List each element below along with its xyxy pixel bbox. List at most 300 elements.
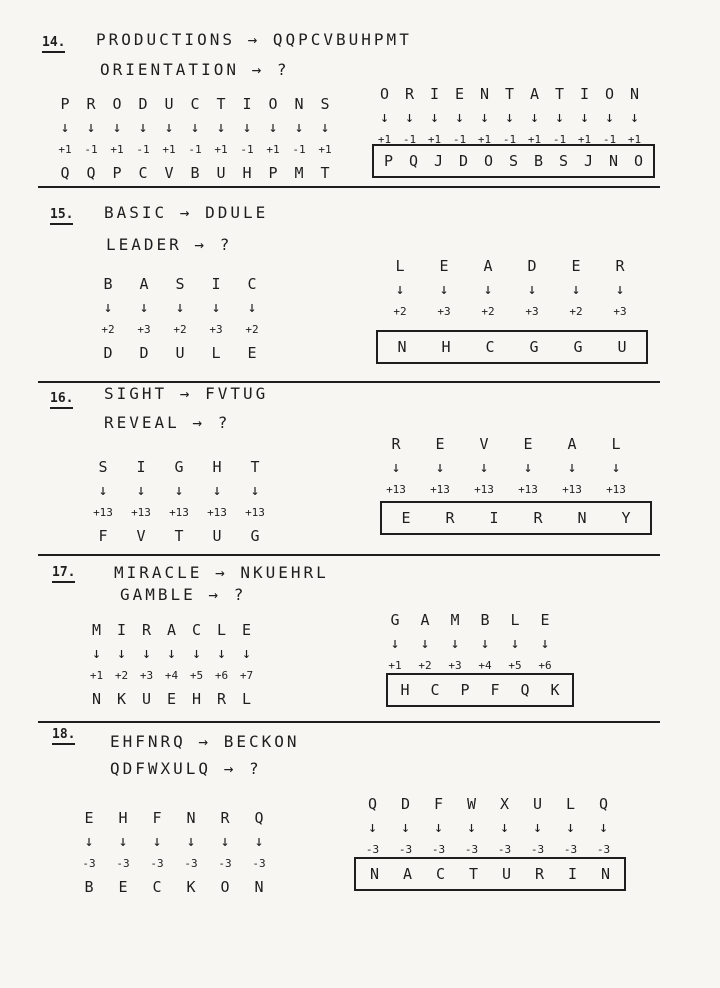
shift-value: +1 (527, 133, 542, 146)
source-letter: H (118, 808, 128, 827)
divider (38, 721, 660, 723)
down-arrow-icon: ↓ (504, 107, 515, 126)
answer-letter: K (550, 681, 560, 699)
down-arrow-icon: ↓ (164, 117, 174, 136)
solution-grid (356, 792, 620, 861)
answer-letter: A (402, 865, 413, 883)
down-arrow-icon: ↓ (84, 831, 94, 850)
shift-row (52, 138, 338, 161)
letters-row (372, 82, 647, 105)
answer-letter: C (430, 681, 440, 699)
letters-row (84, 455, 274, 478)
source-letter: G (174, 457, 184, 476)
shift-value: +13 (93, 506, 113, 519)
result-letter: U (212, 526, 222, 545)
arrows-row (84, 478, 274, 501)
answer-box (372, 144, 655, 178)
shift-value: -1 (188, 143, 202, 156)
puzzle-question: GAMBLE → ? (120, 585, 247, 604)
shift-value: +1 (427, 133, 442, 146)
shift-value: +3 (137, 323, 151, 336)
source-letter: A (529, 84, 540, 103)
source-letter: E (439, 256, 449, 275)
arrows-row (84, 641, 259, 664)
source-letter: W (466, 794, 477, 813)
down-arrow-icon: ↓ (294, 117, 304, 136)
answer-letter: Q (520, 681, 530, 699)
down-arrow-icon: ↓ (420, 633, 430, 652)
answer-letter: O (633, 152, 644, 170)
down-arrow-icon: ↓ (567, 457, 577, 476)
arrows-row (52, 115, 338, 138)
result-letter: K (186, 877, 196, 896)
answer-letter: Q (408, 152, 419, 170)
source-letter: C (190, 94, 200, 113)
shift-value: +3 (613, 305, 627, 318)
source-letter: N (479, 84, 490, 103)
source-letter: A (420, 610, 430, 629)
shift-value: -1 (292, 143, 306, 156)
divider (38, 381, 660, 383)
source-letter: Q (367, 794, 378, 813)
shift-value: +13 (430, 483, 450, 496)
answer-box (354, 857, 626, 891)
result-letter: O (220, 877, 230, 896)
down-arrow-icon: ↓ (390, 633, 400, 652)
source-letter: B (480, 610, 490, 629)
source-letter: D (138, 94, 148, 113)
answer-box (386, 673, 574, 707)
source-letter: I (116, 620, 127, 639)
shift-value: -1 (502, 133, 517, 146)
result-letter: P (112, 163, 122, 182)
result-letter: C (138, 163, 148, 182)
result-letter: T (320, 163, 330, 182)
source-letter: R (391, 434, 401, 453)
shift-value: +6 (214, 669, 229, 682)
down-arrow-icon: ↓ (510, 633, 520, 652)
shift-value: +6 (538, 659, 552, 672)
puzzle-example: EHFNRQ → BECKON (110, 732, 300, 751)
down-arrow-icon: ↓ (118, 831, 128, 850)
arrows-row (72, 829, 276, 852)
shift-value: +2 (418, 659, 432, 672)
result-letter: B (84, 877, 94, 896)
shift-value: +3 (437, 305, 451, 318)
answer-box (376, 330, 648, 364)
source-letter: O (604, 84, 615, 103)
down-arrow-icon: ↓ (379, 107, 390, 126)
result-letter: D (139, 343, 149, 362)
result-letter: G (250, 526, 260, 545)
answer-letter: R (534, 865, 545, 883)
answer-letter: F (490, 681, 500, 699)
result-letter: V (136, 526, 146, 545)
puzzle-example: PRODUCTIONS → QQPCVBUHPMT (96, 30, 412, 49)
shift-value: +1 (110, 143, 124, 156)
shift-value: +1 (577, 133, 592, 146)
shift-value: +1 (627, 133, 642, 146)
down-arrow-icon: ↓ (242, 117, 252, 136)
down-arrow-icon: ↓ (116, 643, 127, 662)
down-arrow-icon: ↓ (571, 279, 581, 298)
source-letter: A (567, 434, 577, 453)
source-letter: H (212, 457, 222, 476)
arrows-row (90, 295, 270, 318)
answer-letter: U (617, 338, 627, 356)
source-letter: X (499, 794, 510, 813)
answer-letter: I (567, 865, 578, 883)
shift-value: +13 (474, 483, 494, 496)
shift-value: +13 (386, 483, 406, 496)
divider (38, 554, 660, 556)
source-letter: S (175, 274, 185, 293)
puzzle-question: REVEAL → ? (104, 413, 231, 432)
result-row (72, 875, 276, 898)
source-letter: R (615, 256, 625, 275)
source-letter: M (91, 620, 102, 639)
shift-row (378, 300, 642, 323)
down-arrow-icon: ↓ (439, 279, 449, 298)
answer-letter: S (508, 152, 519, 170)
result-row (84, 524, 274, 547)
result-row (84, 687, 259, 710)
shift-value: -1 (602, 133, 617, 146)
source-letter: T (504, 84, 515, 103)
down-arrow-icon: ↓ (529, 107, 540, 126)
source-letter: L (611, 434, 621, 453)
down-arrow-icon: ↓ (604, 107, 615, 126)
result-letter: N (254, 877, 264, 896)
puzzle-number: 16. (50, 392, 73, 409)
shift-value: -3 (218, 857, 232, 870)
source-letter: R (141, 620, 152, 639)
down-arrow-icon: ↓ (395, 279, 405, 298)
down-arrow-icon: ↓ (138, 117, 148, 136)
shift-value: -1 (84, 143, 98, 156)
down-arrow-icon: ↓ (112, 117, 122, 136)
source-letter: E (241, 620, 252, 639)
worked-example-grid (84, 618, 259, 710)
shift-value: +13 (169, 506, 189, 519)
down-arrow-icon: ↓ (141, 643, 152, 662)
shift-value: +1 (214, 143, 228, 156)
arrows-row (372, 105, 647, 128)
down-arrow-icon: ↓ (479, 457, 489, 476)
result-letter: U (175, 343, 185, 362)
answer-letter: G (573, 338, 583, 356)
result-row (52, 161, 338, 184)
answer-letter: I (489, 509, 499, 527)
result-letter: F (98, 526, 108, 545)
answer-letter: H (400, 681, 410, 699)
answer-letter: N (369, 865, 380, 883)
source-letter: S (320, 94, 330, 113)
letters-row (90, 272, 270, 295)
down-arrow-icon: ↓ (615, 279, 625, 298)
arrows-row (356, 815, 620, 838)
down-arrow-icon: ↓ (212, 480, 222, 499)
down-arrow-icon: ↓ (527, 279, 537, 298)
down-arrow-icon: ↓ (598, 817, 609, 836)
source-letter: E (540, 610, 550, 629)
answer-letter: B (533, 152, 544, 170)
shift-value: -3 (116, 857, 130, 870)
shift-value: +1 (162, 143, 176, 156)
shift-row (90, 318, 270, 341)
source-letter: C (247, 274, 257, 293)
source-letter: R (220, 808, 230, 827)
divider (38, 186, 660, 188)
result-letter: P (268, 163, 278, 182)
letters-row (52, 92, 338, 115)
source-letter: O (268, 94, 278, 113)
answer-letter: P (383, 152, 394, 170)
down-arrow-icon: ↓ (174, 480, 184, 499)
down-arrow-icon: ↓ (60, 117, 70, 136)
shift-value: +2 (173, 323, 187, 336)
result-letter: M (294, 163, 304, 182)
source-letter: Q (254, 808, 264, 827)
down-arrow-icon: ↓ (86, 117, 96, 136)
shift-value: +13 (606, 483, 626, 496)
source-letter: L (216, 620, 227, 639)
source-letter: P (60, 94, 70, 113)
shift-value: +5 (508, 659, 522, 672)
shift-row (374, 478, 638, 501)
puzzle-number: 17. (52, 566, 75, 583)
source-letter: M (450, 610, 460, 629)
worked-example-grid (84, 455, 274, 547)
source-letter: I (579, 84, 590, 103)
down-arrow-icon: ↓ (211, 297, 221, 316)
down-arrow-icon: ↓ (268, 117, 278, 136)
answer-letter: H (441, 338, 451, 356)
source-letter: D (400, 794, 411, 813)
source-letter: I (429, 84, 440, 103)
shift-value: +2 (569, 305, 583, 318)
down-arrow-icon: ↓ (98, 480, 108, 499)
result-letter: E (247, 343, 257, 362)
result-letter: E (118, 877, 128, 896)
down-arrow-icon: ↓ (565, 817, 576, 836)
down-arrow-icon: ↓ (254, 831, 264, 850)
answer-letter: E (401, 509, 411, 527)
shift-value: +2 (114, 669, 129, 682)
shift-value: -3 (464, 843, 479, 856)
solution-grid (374, 432, 638, 501)
down-arrow-icon: ↓ (216, 117, 226, 136)
source-letter: T (250, 457, 260, 476)
result-letter: N (91, 689, 102, 708)
down-arrow-icon: ↓ (216, 643, 227, 662)
shift-value: -1 (552, 133, 567, 146)
letters-row (72, 806, 276, 829)
source-letter: N (629, 84, 640, 103)
down-arrow-icon: ↓ (247, 297, 257, 316)
source-letter: L (395, 256, 405, 275)
shift-value: +2 (481, 305, 495, 318)
source-letter: A (483, 256, 493, 275)
source-letter: N (186, 808, 196, 827)
result-letter: H (242, 163, 252, 182)
result-letter: L (211, 343, 221, 362)
shift-value: -1 (240, 143, 254, 156)
answer-letter: C (485, 338, 495, 356)
puzzle-question: QDFWXULQ → ? (110, 759, 262, 778)
answer-letter: N (608, 152, 619, 170)
source-letter: O (379, 84, 390, 103)
source-letter: U (164, 94, 174, 113)
down-arrow-icon: ↓ (479, 107, 490, 126)
down-arrow-icon: ↓ (454, 107, 465, 126)
source-letter: E (523, 434, 533, 453)
shift-value: -3 (150, 857, 164, 870)
source-letter: G (390, 610, 400, 629)
result-letter: R (216, 689, 227, 708)
result-letter: K (116, 689, 127, 708)
result-letter: D (103, 343, 113, 362)
shift-row (84, 664, 259, 687)
shift-value: +1 (89, 669, 104, 682)
source-letter: N (294, 94, 304, 113)
down-arrow-icon: ↓ (186, 831, 196, 850)
down-arrow-icon: ↓ (400, 817, 411, 836)
shift-value: +13 (562, 483, 582, 496)
down-arrow-icon: ↓ (540, 633, 550, 652)
letters-row (380, 608, 560, 631)
down-arrow-icon: ↓ (391, 457, 401, 476)
answer-letter: G (529, 338, 539, 356)
shift-value: +3 (448, 659, 462, 672)
shift-row (84, 501, 274, 524)
answer-letter: J (583, 152, 594, 170)
shift-value: -3 (596, 843, 611, 856)
source-letter: C (191, 620, 202, 639)
answer-letter: R (533, 509, 543, 527)
source-letter: E (571, 256, 581, 275)
shift-value: -3 (252, 857, 266, 870)
down-arrow-icon: ↓ (367, 817, 378, 836)
source-letter: R (86, 94, 96, 113)
down-arrow-icon: ↓ (433, 817, 444, 836)
result-letter: U (216, 163, 226, 182)
down-arrow-icon: ↓ (499, 817, 510, 836)
down-arrow-icon: ↓ (103, 297, 113, 316)
result-letter: E (166, 689, 177, 708)
shift-value: +2 (393, 305, 407, 318)
arrows-row (380, 631, 560, 654)
source-letter: L (510, 610, 520, 629)
worked-example-grid (90, 272, 270, 364)
down-arrow-icon: ↓ (523, 457, 533, 476)
source-letter: V (479, 434, 489, 453)
result-row (90, 341, 270, 364)
shift-value: -3 (82, 857, 96, 870)
shift-value: +1 (377, 133, 392, 146)
source-letter: F (433, 794, 444, 813)
result-letter: B (190, 163, 200, 182)
shift-value: -3 (398, 843, 413, 856)
shift-value: +1 (58, 143, 72, 156)
answer-letter: C (435, 865, 446, 883)
result-letter: L (241, 689, 252, 708)
puzzle-question: ORIENTATION → ? (100, 60, 290, 79)
down-arrow-icon: ↓ (483, 279, 493, 298)
letters-row (374, 432, 638, 455)
source-letter: O (112, 94, 122, 113)
down-arrow-icon: ↓ (191, 643, 202, 662)
shift-value: +1 (266, 143, 280, 156)
down-arrow-icon: ↓ (579, 107, 590, 126)
down-arrow-icon: ↓ (450, 633, 460, 652)
letters-row (84, 618, 259, 641)
answer-letter: D (458, 152, 469, 170)
puzzle-number: 18. (52, 728, 75, 745)
answer-box (380, 501, 652, 535)
down-arrow-icon: ↓ (250, 480, 260, 499)
result-letter: T (174, 526, 184, 545)
answer-letter: N (600, 865, 611, 883)
shift-row (72, 852, 276, 875)
result-letter: H (191, 689, 202, 708)
shift-value: -3 (497, 843, 512, 856)
source-letter: I (242, 94, 252, 113)
down-arrow-icon: ↓ (466, 817, 477, 836)
down-arrow-icon: ↓ (435, 457, 445, 476)
down-arrow-icon: ↓ (320, 117, 330, 136)
down-arrow-icon: ↓ (152, 831, 162, 850)
letters-row (378, 254, 642, 277)
source-letter: E (454, 84, 465, 103)
solution-grid (378, 254, 642, 323)
shift-value: +4 (478, 659, 492, 672)
down-arrow-icon: ↓ (166, 643, 177, 662)
shift-value: -3 (563, 843, 578, 856)
shift-value: -1 (452, 133, 467, 146)
shift-value: -3 (365, 843, 380, 856)
source-letter: L (565, 794, 576, 813)
source-letter: B (103, 274, 113, 293)
shift-value: +5 (189, 669, 204, 682)
shift-value: +3 (525, 305, 539, 318)
answer-letter: O (483, 152, 494, 170)
source-letter: Q (598, 794, 609, 813)
down-arrow-icon: ↓ (220, 831, 230, 850)
source-letter: S (98, 457, 108, 476)
source-letter: A (139, 274, 149, 293)
shift-value: +13 (131, 506, 151, 519)
answer-letter: Y (621, 509, 631, 527)
puzzle-number: 15. (50, 208, 73, 225)
answer-letter: S (558, 152, 569, 170)
arrows-row (378, 277, 642, 300)
source-letter: E (84, 808, 94, 827)
answer-letter: T (468, 865, 479, 883)
arrows-row (374, 455, 638, 478)
answer-letter: U (501, 865, 512, 883)
solution-grid (380, 608, 560, 677)
shift-value: +13 (245, 506, 265, 519)
puzzle-number: 14. (42, 36, 65, 53)
down-arrow-icon: ↓ (175, 297, 185, 316)
shift-value: +2 (101, 323, 115, 336)
puzzle-question: LEADER → ? (106, 235, 233, 254)
shift-value: -3 (530, 843, 545, 856)
down-arrow-icon: ↓ (532, 817, 543, 836)
source-letter: F (152, 808, 162, 827)
source-letter: D (527, 256, 537, 275)
